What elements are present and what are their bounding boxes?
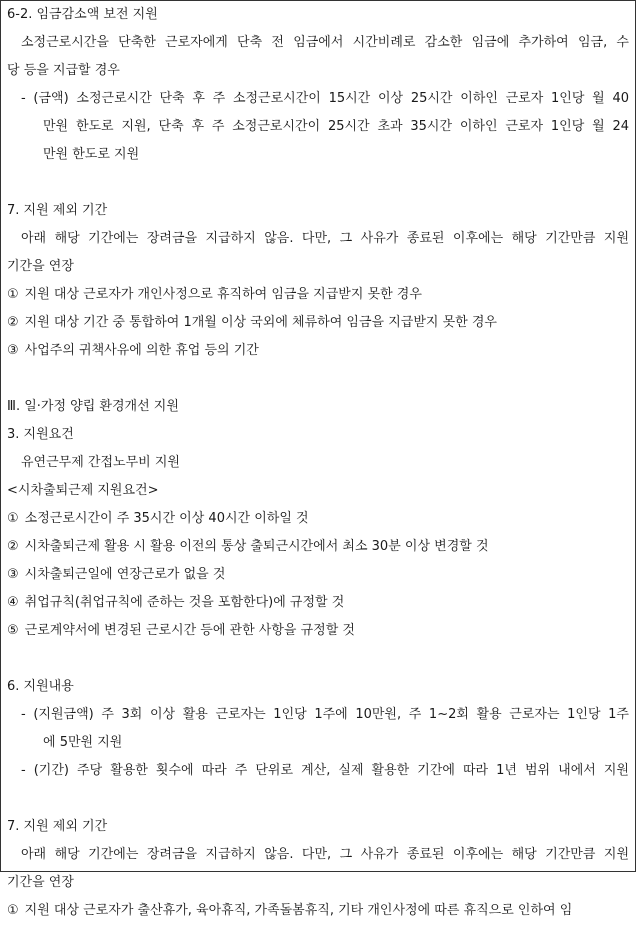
section-6-period: - (기간) 주당 활용한 횟수에 따라 주 단위로 계산, 실제 활용한 기간에 따라 1년 범위 내에서 지원 <box>21 763 629 778</box>
section-7b-intro-cont: 기간을 연장 <box>7 875 74 890</box>
section-3-title: 3. 지원요건 <box>7 427 74 442</box>
section-6-2-title: 6-2. 임금감소액 보전 지원 <box>7 7 158 22</box>
section-6-2-body: 소정근로시간을 단축한 근로자에게 단축 전 임금에서 시간비례로 감소한 임금에 추가하여 임금, 수 <box>21 35 629 50</box>
list-item <box>7 281 629 309</box>
section-6-2-amount-end: 만원 한도로 지원 <box>43 147 140 162</box>
section-7-title: 7. 지원 제외 기간 <box>7 203 108 218</box>
section-6-2-amount: - (금액) 소정근로시간 단축 후 주 소정근로시간이 15시간 이상 25시간 이하인 근로자 1인당 월 40 <box>21 91 629 106</box>
list-item <box>7 589 629 617</box>
section-6-2-body-cont: 당 등을 지급할 경우 <box>7 63 120 78</box>
list-item-text: 시차출퇴근일에 연장근로가 없을 것 <box>24 567 226 582</box>
section-3-subtitle: 유연근무제 간접노무비 지원 <box>21 455 180 470</box>
requirements-heading: <시차출퇴근제 지원요건> <box>7 483 159 498</box>
list-item-text: 근로계약서에 변경된 근로시간 등에 관한 사항을 규정할 것 <box>24 623 355 638</box>
list-item <box>7 533 629 561</box>
section-6-2-amount-cont: 만원 한도로 지원, 단축 후 주 소정근로시간이 25시간 초과 35시간 이하인 근로자 1인당 월 24 <box>43 119 629 134</box>
document-body <box>7 1 629 925</box>
list-item-text: 소정근로시간이 주 35시간 이상 40시간 이하일 것 <box>24 511 309 526</box>
list-marker: ① <box>7 287 19 302</box>
spacer <box>7 645 629 673</box>
section-6-title: 6. 지원내용 <box>7 679 74 694</box>
list-marker: ② <box>7 315 19 330</box>
list-marker: ① <box>7 903 19 918</box>
list-item-text: 지원 대상 기간 중 통합하여 1개월 이상 국외에 체류하여 임금을 지급받지 못한 경우 <box>24 315 497 330</box>
list-item <box>7 309 629 337</box>
spacer <box>7 785 629 813</box>
list-item <box>7 617 629 645</box>
list-item-text: 시차출퇴근제 활용 시 활용 이전의 통상 출퇴근시간에서 최소 30분 이상 변경할 것 <box>24 539 489 554</box>
list-marker: ① <box>7 511 19 526</box>
section-7-intro: 아래 해당 기간에는 장려금을 지급하지 않음. 다만, 그 사유가 종료된 이후에는 해당 기간만큼 지원 <box>21 231 629 246</box>
list-item <box>7 337 629 365</box>
list-item-text: 지원 대상 근로자가 출산휴가, 육아휴직, 가족돌봄휴직, 기타 개인사정에 따른 휴직으로 인하여 임 <box>24 903 573 918</box>
spacer <box>7 169 629 197</box>
list-item-text: 취업규칙(취업규칙에 준하는 것을 포함한다)에 규정할 것 <box>24 595 345 610</box>
list-marker: ④ <box>7 595 19 610</box>
list-marker: ③ <box>7 567 19 582</box>
list-item-text: 지원 대상 근로자가 개인사정으로 휴직하여 임금을 지급받지 못한 경우 <box>24 287 422 302</box>
list-item <box>7 561 629 589</box>
section-7b-title: 7. 지원 제외 기간 <box>7 819 108 834</box>
section-6-amount-cont: 에 5만원 지원 <box>43 735 123 750</box>
section-6-amount: - (지원금액) 주 3회 이상 활용 근로자는 1인당 1주에 10만원, 주 1~2회 활용 근로자는 1인당 1주 <box>21 707 629 722</box>
list-marker: ③ <box>7 343 19 358</box>
list-item-text: 사업주의 귀책사유에 의한 휴업 등의 기간 <box>24 343 259 358</box>
section-7-intro-cont: 기간을 연장 <box>7 259 74 274</box>
list-item <box>7 505 629 533</box>
section-7b-intro: 아래 해당 기간에는 장려금을 지급하지 않음. 다만, 그 사유가 종료된 이후에는 해당 기간만큼 지원 <box>21 847 629 862</box>
list-item <box>7 897 629 925</box>
section-iii-title: Ⅲ. 일·가정 양립 환경개선 지원 <box>7 399 179 414</box>
list-marker: ⑤ <box>7 623 19 638</box>
spacer <box>7 365 629 393</box>
list-marker: ② <box>7 539 19 554</box>
